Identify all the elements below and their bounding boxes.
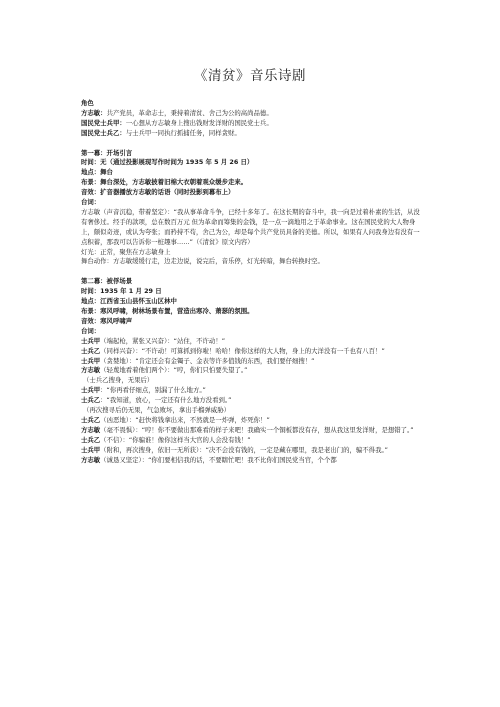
- role-name: 国民党士兵乙：: [81, 128, 126, 137]
- role-desc: 一心想从方志敏身上搜出钱财发洋财的国民党士兵。: [125, 118, 273, 127]
- speaker: 士兵乙: [81, 435, 101, 444]
- role-item: [81, 109, 426, 119]
- dialogue-line: [81, 436, 426, 446]
- act1-action: 舞台动作：方志敏缓缓行走，边走边说，说完后，音乐停，灯光转暗，舞台转换时空。: [81, 257, 324, 266]
- act1-heading: 第一幕：开场引言: [81, 148, 133, 157]
- act1-lines-label: 台词：: [81, 198, 101, 207]
- dialogue-text: （士兵乙搜身，无果后）: [83, 376, 154, 385]
- stage-direction: [81, 406, 426, 416]
- act2-heading: 第二幕：被俘场景: [81, 277, 133, 286]
- act1-light: 灯光：正常，聚焦在方志敏身上: [81, 247, 171, 256]
- dialogue-line: [81, 456, 426, 466]
- page-title: 《清贫》音乐诗剧: [194, 68, 306, 84]
- dialogue-line: [81, 446, 426, 456]
- dialogue-text: ：“你再看仔细点，别漏了什么地方。”: [100, 386, 206, 395]
- dialogue-line: [81, 416, 426, 426]
- dialogue-text: （再次搜寻后仍无果，气急败坏，拿出手榴弹威胁）: [83, 406, 230, 415]
- speaker: 士兵甲: [81, 336, 101, 345]
- speaker: 士兵甲: [81, 356, 101, 365]
- speaker: 士兵乙: [81, 346, 101, 355]
- act2-set: 布景：寒风呼啸，树林场景布置，营造出寒冷、萧瑟的氛围。: [81, 307, 254, 315]
- act1-time: 时间：无（通过投影展现写作时间为 1935 年 5 月 26 日）: [81, 158, 254, 167]
- dialogue-line: [81, 396, 426, 406]
- role-desc: 共产党员，革命志士，秉持着清贫、舍己为公的高尚品德。: [106, 108, 273, 117]
- act1-set: 布景：舞台深处，方志敏披着旧棉大衣朝着观众缓步走来。: [81, 178, 248, 187]
- act1-speech: 方志敏（声音沉稳，带着坚定）：“我从事革命斗争，已经十多年了。在这长期的奋斗中，我一向是过着朴素的生活，从没有奢侈过。经手的款项，总在数百万元 但为革命而筹集的金钱，是一点一滴地用之于革命事业。这在国民党的大人物身上，颇似奇迹，或认为夸张；而矜持不苟，舍己为公，却是每个共产党员具备的美德。所以，如果有人问我身边有没有一点积蓄，那我可以告诉你一桩趣事……”（《清贫》原文内容）: [81, 207, 420, 246]
- speaker: 方志敏: [81, 455, 101, 464]
- speaker: 士兵甲: [81, 445, 101, 454]
- speaker: 士兵乙: [81, 415, 101, 424]
- stage-direction: [81, 376, 426, 386]
- act1-place: 地点：舞台: [81, 168, 113, 177]
- dialogue-text: ：“我知道，放心，一定还有什么地方没看到。”: [100, 396, 232, 405]
- spacer: [81, 267, 426, 277]
- role-item: [81, 129, 426, 139]
- role-desc: 与士兵甲一同执行抓捕任务，同样贪财。: [125, 128, 241, 137]
- role-name: 方志敏：: [81, 108, 107, 117]
- act2-time: 时间：1935 年 1 月 29 日: [81, 287, 162, 296]
- dialogue-line: [81, 366, 426, 376]
- dialogue-text: （不信）：“你骗谁！像你这样当大官的人会没有钱！”: [100, 435, 251, 444]
- dialogue-text: （贪婪地）：“肯定还会有金镯子、金表等许多值钱的东西，我们要仔细搜！”: [100, 356, 315, 365]
- spacer: [81, 139, 426, 149]
- dialogue-line: [81, 347, 426, 357]
- speaker: 士兵甲: [81, 386, 101, 395]
- dialogue-text: （轻蔑地看着他们两个）：“哼，你们只怕要失望了。”: [100, 366, 248, 375]
- act2-sound: 音效：寒风呼啸声: [81, 316, 133, 325]
- dialogue-text: （附和，再次搜身，依旧一无所获）：“决不会没有钱的，一定是藏在哪里，我是老出门的，骗不得我。”: [100, 445, 388, 454]
- speaker: 士兵乙: [81, 396, 101, 405]
- speaker: 方志敏: [81, 425, 101, 434]
- dialogue-line: [81, 426, 426, 436]
- act2-lines-label: 台词：: [81, 326, 101, 335]
- dialogue-line: [81, 386, 426, 396]
- dialogue-text: （毫不畏惧）：“哼！你不要做出那难看的样子来吧！我确实一个铜板都没有存，想从我这里发洋财，是想错了。”: [100, 425, 414, 434]
- act2-place: 地点：江西省玉山县怀玉山区林中: [81, 297, 177, 306]
- dialogue-text: （凶恶地）：“赶快将钱拿出来，不然就是一炸弹，炸死你！”: [100, 415, 270, 424]
- dialogue-line: [81, 357, 426, 367]
- dialogue-text: （端起枪，紧张又兴奋）：“站住，不许动！”: [100, 336, 226, 345]
- act1-sound: 音效：扩音器播放方志敏的话语（同时投影到幕布上）: [81, 188, 235, 197]
- role-name: 国民党士兵甲：: [81, 118, 126, 127]
- document-body: [81, 99, 426, 466]
- role-item: [81, 119, 426, 129]
- speaker: 方志敏: [81, 366, 101, 375]
- dialogue-text: （诚恳又坚定）：“你们要相信我的话，不要瞎忙吧！我不比你们国民党当官，个个都: [100, 455, 337, 464]
- roles-heading: 角色: [81, 99, 94, 107]
- dialogue-line: [81, 337, 426, 347]
- dialogue-text: （同样兴奋）：“不许动！可算抓到你啦！哈哈！像你这样的大人物，身上的大洋没有一千也有八百！”: [100, 346, 385, 355]
